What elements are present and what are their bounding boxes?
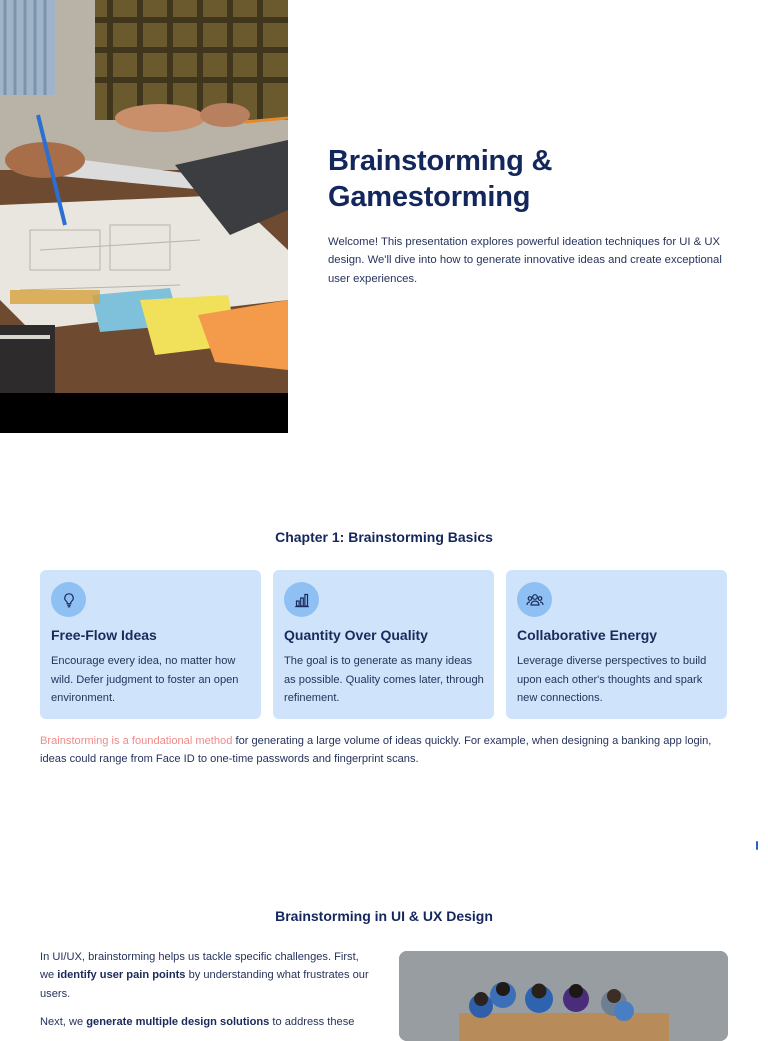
bar-chart-icon <box>284 582 319 617</box>
ux-p2-bold: generate multiple design solutions <box>86 1016 270 1028</box>
ux-p1-text-end: by understanding what frustrates our users. <box>40 969 369 1000</box>
card-title: Quantity Over Quality <box>284 627 428 643</box>
hero-intro-text: Welcome! This presentation explores powerful ideation techniques for UI & UX design. We'll dive into how to generate innovative ideas and create exceptional user experiences. <box>328 236 722 285</box>
card-free-flow-ideas <box>40 570 261 719</box>
card-text: Encourage every idea, no matter how wild. Defer judgment to foster an open environment. <box>51 655 239 705</box>
chapter-1-summary <box>40 732 730 768</box>
team-icon <box>517 582 552 617</box>
scroll-indicator <box>756 841 758 850</box>
ux-p1-text: In UI/UX, brainstorming helps us tackle specific challenges. First, we <box>40 951 359 982</box>
ux-paragraph-2 <box>40 1013 370 1031</box>
card-title: Free-Flow Ideas <box>51 627 157 643</box>
card-quantity-over-quality <box>273 570 494 719</box>
ux-p1-bold: identify user pain points <box>57 969 186 982</box>
ux-paragraph-1 <box>40 948 370 1003</box>
summary-highlight-link[interactable]: Brainstorming is a foundational method <box>40 735 233 747</box>
hero-image <box>0 0 288 433</box>
card-text: Leverage diverse perspectives to build upon each other's thoughts and spark new connections. <box>517 655 707 705</box>
chapter-1-title: Chapter 1: Brainstorming Basics <box>275 529 493 545</box>
hero-title: Brainstorming & Gamestorming <box>328 145 553 213</box>
lightbulb-icon <box>51 582 86 617</box>
team-meeting-image <box>399 951 728 1041</box>
ux-p2-text: Next, we <box>40 1016 87 1028</box>
card-collaborative-energy <box>506 570 727 719</box>
summary-text: for generating a large volume of ideas quickly. For example, when designing a banking app login, ideas could range from Face ID to one-time passwords and fingerprint scans. <box>40 735 712 766</box>
card-title: Collaborative Energy <box>517 627 658 643</box>
ux-p2-text-end: to address these <box>269 1016 355 1028</box>
card-text: The goal is to generate as many ideas as possible. Quality comes later, through refinement. <box>284 655 484 705</box>
chapter-2-title: Brainstorming in UI & UX Design <box>275 908 493 924</box>
